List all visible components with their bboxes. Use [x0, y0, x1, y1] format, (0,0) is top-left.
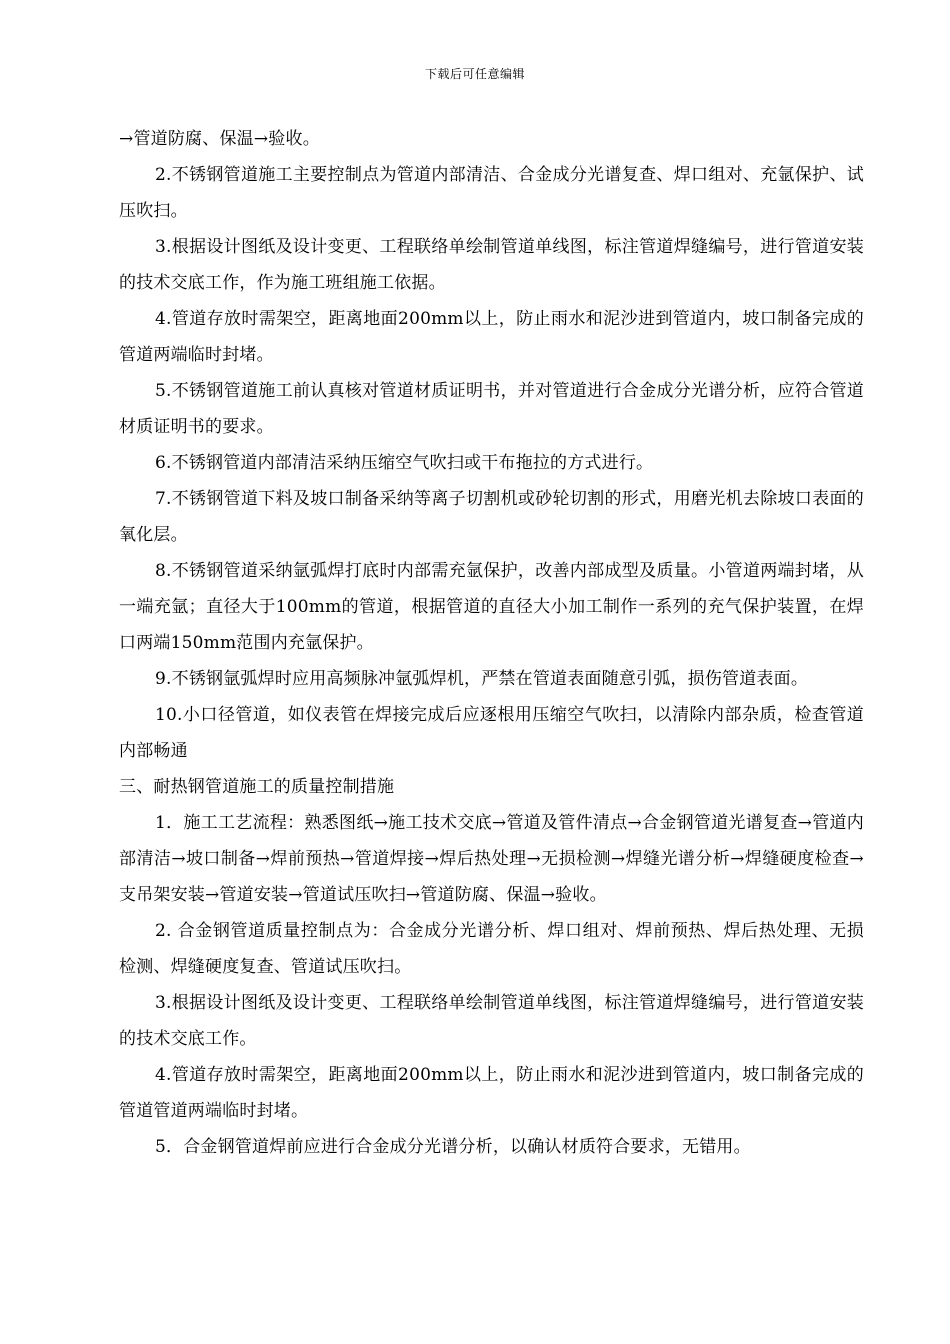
paragraph-item-3: 3.根据设计图纸及设计变更、工程联络单绘制管道单线图，标注管道焊缝编号，进行管道安装的技术交底工作，作为施工班组施工依据。 [119, 237, 864, 293]
paragraph-item-10: 10.小口径管道，如仪表管在焊接完成后应逐根用压缩空气吹扫，以清除内部杂质，检查管道内部畅通 [119, 705, 864, 761]
paragraph-section3-item-3: 3.根据设计图纸及设计变更、工程联络单绘制管道单线图，标注管道焊缝编号，进行管道安装的技术交底工作。 [119, 993, 864, 1049]
paragraph-continuation: →管道防腐、保温→验收。 [119, 129, 320, 149]
document-body [119, 121, 864, 1165]
paragraph-item-9: 9.不锈钢氩弧焊时应用高频脉冲氩弧焊机，严禁在管道表面随意引弧，损伤管道表面。 [155, 669, 809, 689]
paragraph-section3-item-4: 4.管道存放时需架空，距离地面200mm以上，防止雨水和泥沙进到管道内，坡口制备完成的管道管道两端临时封堵。 [119, 1065, 864, 1121]
page-header: 下载后可任意编辑 [424, 67, 525, 81]
paragraph-section3-item-1: 1．施工工艺流程：熟悉图纸→施工技术交底→管道及管件清点→合金钢管道光谱复查→管道内部清洁→坡口制备→焊前预热→管道焊接→焊后热处理→无损检测→焊缝光谱分析→焊缝硬度检查→支吊架安装→管道安装→管道试压吹扫→管道防腐、保温→验收。 [119, 813, 864, 905]
section-heading: 三、耐热钢管道施工的质量控制措施 [119, 777, 395, 797]
paragraph-item-8: 8.不锈钢管道采纳氩弧焊打底时内部需充氩保护，改善内部成型及质量。小管道两端封堵，从一端充氩；直径大于100mm的管道，根据管道的直径大小加工制作一系列的充气保护装置，在焊口两端150mm范围内充氩保护。 [119, 561, 864, 653]
paragraph-section3-item-5: 5．合金钢管道焊前应进行合金成分光谱分析，以确认材质符合要求，无错用。 [155, 1137, 751, 1157]
paragraph-item-6: 6.不锈钢管道内部清洁采纳压缩空气吹扫或干布拖拉的方式进行。 [155, 453, 654, 473]
paragraph-item-5: 5.不锈钢管道施工前认真核对管道材质证明书，并对管道进行合金成分光谱分析，应符合管道材质证明书的要求。 [119, 381, 864, 437]
paragraph-item-7: 7.不锈钢管道下料及坡口制备采纳等离子切割机或砂轮切割的形式，用磨光机去除坡口表面的氧化层。 [119, 489, 864, 545]
paragraph-item-2: 2.不锈钢管道施工主要控制点为管道内部清洁、合金成分光谱复查、焊口组对、充氩保护、试压吹扫。 [119, 165, 864, 221]
paragraph-item-4: 4.管道存放时需架空，距离地面200mm以上，防止雨水和泥沙进到管道内，坡口制备完成的管道两端临时封堵。 [119, 309, 864, 365]
paragraph-section3-item-2: 2. 合金钢管道质量控制点为：合金成分光谱分析、焊口组对、焊前预热、焊后热处理、无损检测、焊缝硬度复查、管道试压吹扫。 [119, 921, 864, 977]
